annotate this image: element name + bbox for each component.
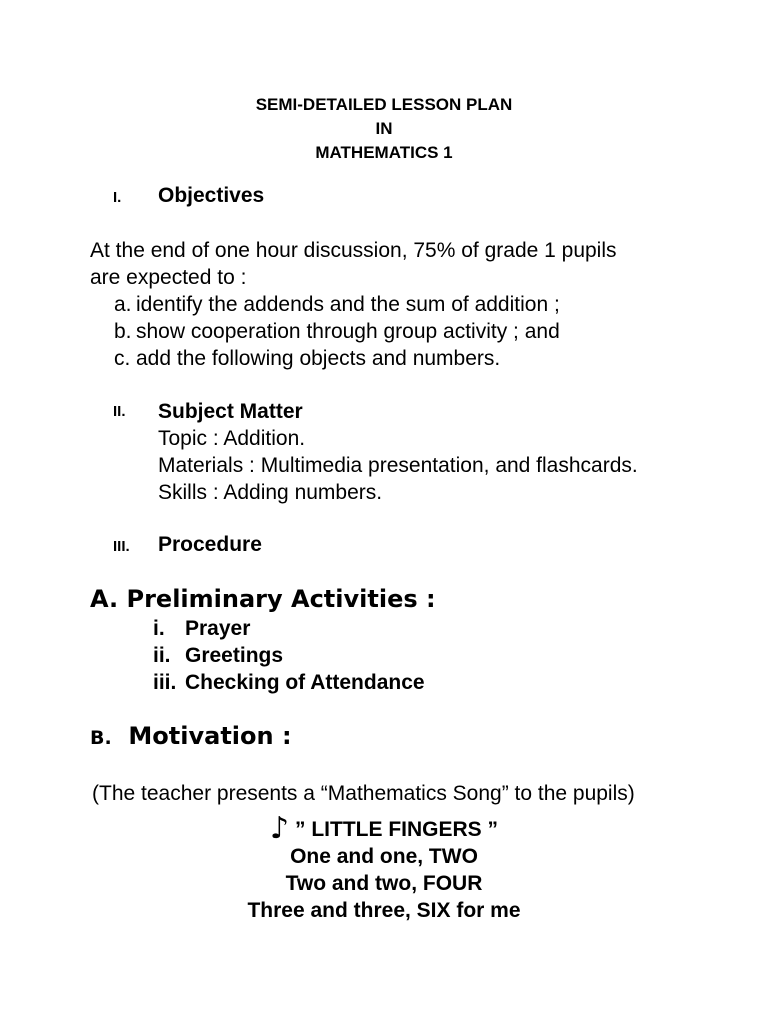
song-title: ” LITTLE FINGERS ”	[295, 818, 498, 841]
list-item-text: Prayer	[185, 617, 251, 640]
list-item-number: ii.	[153, 644, 171, 667]
motivation-letter: B.	[90, 727, 112, 749]
song-block	[0, 811, 768, 924]
list-item	[153, 642, 425, 669]
section-number-objectives: I.	[113, 189, 122, 206]
list-item	[153, 669, 425, 696]
subject-matter-block	[158, 398, 638, 506]
list-item-text: add the following objects and numbers.	[136, 347, 501, 370]
motivation-heading	[90, 722, 292, 750]
list-item-number: i.	[153, 617, 165, 640]
list-item-letter: a.	[114, 293, 132, 316]
objectives-intro	[90, 237, 617, 291]
list-item	[153, 615, 425, 642]
objectives-intro-line2: are expected to :	[90, 266, 247, 289]
section-heading-procedure: Procedure	[158, 533, 262, 556]
list-item-text: identify the addends and the sum of addition ;	[136, 293, 560, 316]
section-heading-objectives: Objectives	[158, 184, 265, 207]
preliminary-activities-heading: A. Preliminary Activities :	[90, 585, 436, 613]
doc-title-line3: MATHEMATICS 1	[315, 143, 453, 162]
song-line: Two and two, FOUR	[285, 872, 483, 895]
section-number-subject-matter: II.	[113, 403, 126, 420]
subject-materials: Materials : Multimedia presentation, and flashcards.	[158, 454, 638, 477]
list-item-text: Greetings	[185, 644, 284, 667]
list-item	[114, 345, 560, 372]
subject-skills: Skills : Adding numbers.	[158, 481, 383, 504]
objectives-intro-line1: At the end of one hour discussion, 75% of grade 1 pupils	[90, 239, 617, 262]
list-item-text: Checking of Attendance	[185, 671, 425, 694]
song-line: Three and three, SIX for me	[247, 899, 521, 922]
doc-title-line2: IN	[375, 119, 393, 138]
list-item	[114, 318, 560, 345]
list-item-letter: b.	[114, 320, 132, 343]
list-item-text: show cooperation through group activity ; and	[136, 320, 560, 343]
song-title-line	[0, 811, 768, 846]
section-number-procedure: III.	[113, 538, 130, 555]
subject-topic: Topic : Addition.	[158, 427, 306, 450]
list-item	[114, 291, 560, 318]
motivation-note: (The teacher presents a “Mathematics Song” to the pupils)	[92, 782, 635, 805]
song-line: One and one, TWO	[290, 845, 478, 868]
doc-title-line1: SEMI-DETAILED LESSON PLAN	[255, 95, 513, 114]
list-item-letter: c.	[114, 347, 131, 370]
music-note-icon: ♪	[270, 811, 290, 846]
section-heading-subject-matter: Subject Matter	[158, 400, 303, 423]
list-item-number: iii.	[153, 671, 177, 694]
preliminary-activities-list	[153, 615, 425, 696]
motivation-heading-text: Motivation :	[128, 722, 292, 750]
objectives-list	[114, 291, 560, 372]
